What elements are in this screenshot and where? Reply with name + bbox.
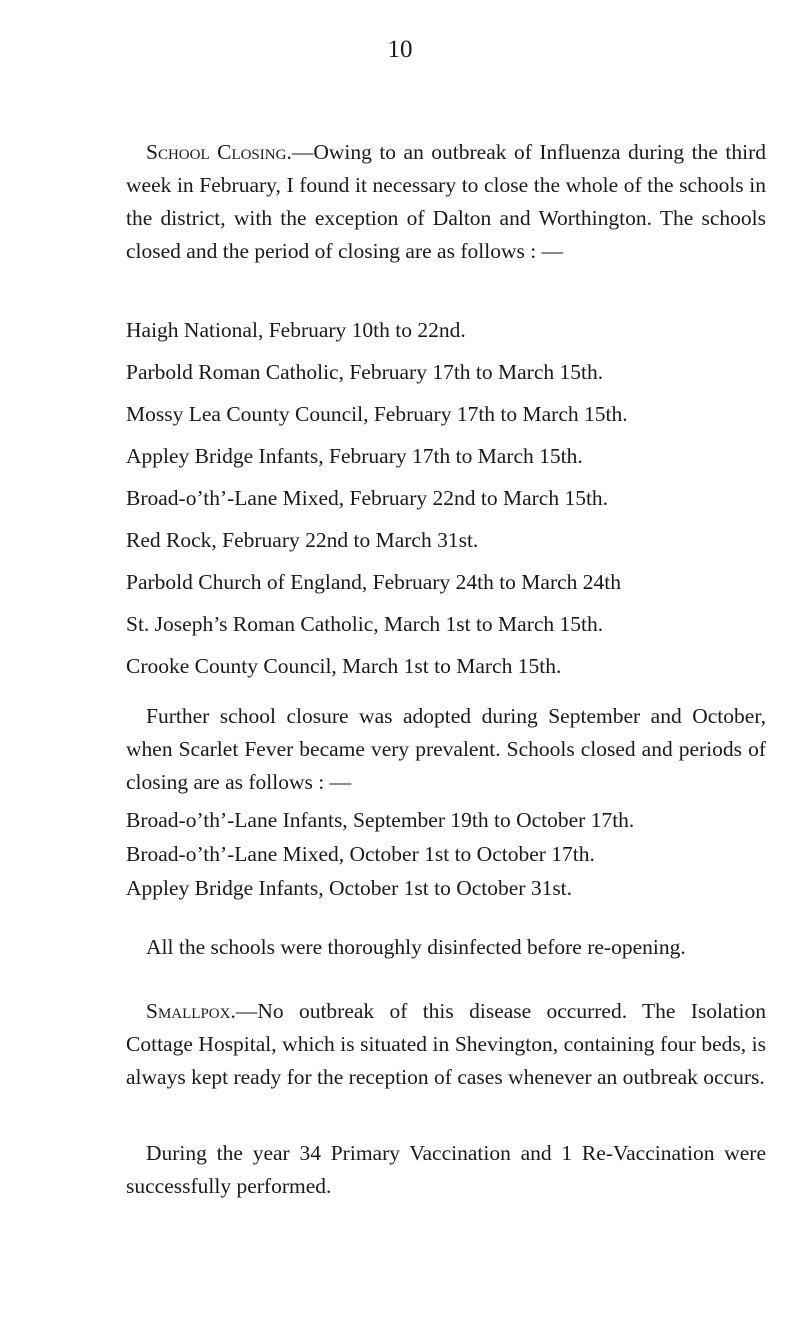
list-item: Parbold Church of England, February 24th to March 24th: [126, 570, 622, 594]
scarlet-fever-closures-list: [126, 803, 786, 905]
list-item: St. Joseph’s Roman Catholic, March 1st to March 15th.: [126, 612, 604, 636]
school-closing-intro: —Owing to an outbreak of Influenza during the third week in February, I found it necessary to close the whole of the schools in the district, with the exception of Dalton and Worthington. The schools closed and the period of closing are as follows : —: [126, 140, 766, 263]
list-item: Red Rock, February 22nd to March 31st.: [126, 528, 479, 552]
list-item: Appley Bridge Infants, October 1st to October 31st.: [126, 876, 573, 900]
list-item: Broad-o’th’-Lane Mixed, October 1st to October 17th.: [126, 842, 595, 866]
school-closing-paragraph: [126, 136, 766, 268]
list-item: Haigh National, February 10th to 22nd.: [126, 318, 466, 342]
smallpox-text: —No outbreak of this disease occurred. The Isolation Cottage Hospital, which is situated in Shevington, containing four beds, is always kept ready for the reception of cases whenever an outbreak occurs.: [126, 999, 766, 1089]
list-item: Crooke County Council, March 1st to March 15th.: [126, 654, 562, 678]
vaccination-paragraph: During the year 34 Primary Vaccination and 1 Re-Vaccination were successfully performed.: [126, 1141, 766, 1198]
list-item: Mossy Lea County Council, February 17th to March 15th.: [126, 402, 628, 426]
disinfection-paragraph: All the schools were thoroughly disinfected before re-opening.: [146, 935, 686, 959]
influenza-closures-list: [126, 309, 786, 687]
smallpox-heading: Smallpox.: [146, 999, 236, 1023]
list-item: Broad-o’th’-Lane Mixed, February 22nd to March 15th.: [126, 486, 609, 510]
school-closing-heading: School Closing.: [146, 140, 292, 164]
list-item: Parbold Roman Catholic, February 17th to March 15th.: [126, 360, 604, 384]
smallpox-paragraph: [126, 995, 766, 1094]
list-item: Broad-o’th’-Lane Infants, September 19th to October 17th.: [126, 808, 635, 832]
scarlet-fever-paragraph: Further school closure was adopted during September and October, when Scarlet Fever became very prevalent. Schools closed and periods of closing are as follows : —: [126, 704, 766, 794]
list-item: Appley Bridge Infants, February 17th to March 15th.: [126, 444, 583, 468]
page-number: 10: [387, 36, 413, 63]
